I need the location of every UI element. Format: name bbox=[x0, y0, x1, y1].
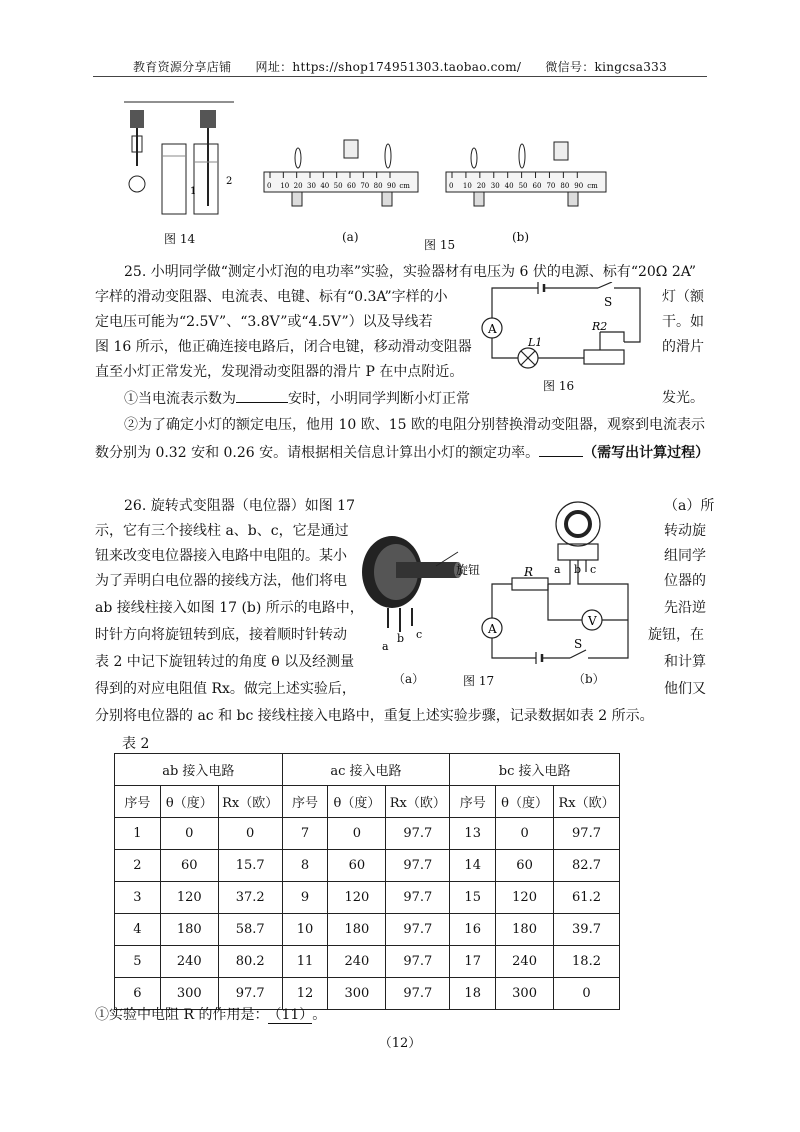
table-row bbox=[115, 818, 620, 850]
q26-line-5-right: 先沿逆 bbox=[664, 600, 706, 616]
table-cell: 97.7 bbox=[386, 978, 450, 1010]
table-cell: 97.7 bbox=[554, 818, 620, 850]
table-cell: 0 bbox=[218, 818, 282, 850]
table-cell: 97.7 bbox=[386, 882, 450, 914]
column-header: θ（度） bbox=[328, 786, 386, 818]
table-cell: 4 bbox=[115, 914, 161, 946]
bench-a-tick-label: 50 bbox=[333, 182, 343, 190]
table-cell: 97.7 bbox=[386, 946, 450, 978]
table-cell: 80.2 bbox=[218, 946, 282, 978]
bench-a-tick-label: 70 bbox=[360, 182, 370, 190]
q25-line-2-right: 灯（额 bbox=[662, 289, 704, 305]
q26-line-2: 示，它有三个接线柱 a、b、c，它是通过 bbox=[95, 523, 349, 539]
q26-line-3: 钮来改变电位器接入电路中电阻的。某小 bbox=[95, 548, 347, 564]
group-header: ac 接入电路 bbox=[282, 754, 450, 786]
q25-sub1-prefix: ①当电流表示数为 bbox=[124, 391, 236, 407]
q26-sub1 bbox=[95, 1005, 326, 1025]
fig17b-terminal-a: a bbox=[554, 563, 561, 576]
q26-line-2-right: 转动旋 bbox=[664, 523, 706, 539]
figure-15b-label: (b) bbox=[512, 230, 530, 244]
table-cell: 11 bbox=[282, 946, 328, 978]
figure-15a-optical-bench bbox=[262, 136, 422, 216]
table-cell: 39.7 bbox=[554, 914, 620, 946]
fig14-label-1: 1 bbox=[190, 186, 197, 197]
figure-15b-optical-bench bbox=[444, 136, 610, 216]
figure-14-illustration bbox=[118, 96, 238, 221]
table-cell: 82.7 bbox=[554, 850, 620, 882]
figure-17a-potentiometer bbox=[350, 522, 490, 662]
page-number: （12） bbox=[378, 1036, 422, 1051]
table-cell: 97.7 bbox=[386, 914, 450, 946]
q25-sub1-suffix: 安时，小明同学判断小灯正常 bbox=[288, 391, 470, 407]
table-cell: 15.7 bbox=[218, 850, 282, 882]
table-cell: 12 bbox=[282, 978, 328, 1010]
column-header: θ（度） bbox=[496, 786, 554, 818]
column-header: 序号 bbox=[282, 786, 328, 818]
fig17a-terminal-c: c bbox=[416, 628, 423, 641]
q26-line-6: 时针方向将旋钮转到底，接着顺时针转动 bbox=[95, 627, 347, 643]
bench-b-tick-label: 30 bbox=[490, 182, 500, 190]
data-table bbox=[114, 753, 620, 1010]
table-cell: 9 bbox=[282, 882, 328, 914]
bench-a-tick-label: 10 bbox=[280, 182, 290, 190]
bench-a-tick-label: 0 bbox=[267, 182, 272, 190]
table-cell: 180 bbox=[328, 914, 386, 946]
q25-answer-blank-2[interactable] bbox=[539, 442, 583, 457]
bench-b-tick-label: 40 bbox=[504, 182, 514, 190]
q26-line-4: 为了弄明白电位器的接线方法，他们将电 bbox=[95, 573, 347, 589]
q26-line-8-right: 他们又 bbox=[664, 681, 706, 697]
figure-15-caption: 图 15 bbox=[424, 238, 456, 252]
bench-a-tick-label: 40 bbox=[320, 182, 330, 190]
bench-b-tick-label: 60 bbox=[532, 182, 542, 190]
table-cell: 2 bbox=[115, 850, 161, 882]
q26-line-4-right: 位器的 bbox=[664, 573, 706, 589]
q25-line-2: 字样的滑动变阻器、电流表、电键、标有“0.3A”字样的小 bbox=[95, 289, 448, 305]
q26-line-8: 得到的对应电阻值 Rx。做完上述实验后， bbox=[95, 681, 356, 697]
table-cell: 240 bbox=[496, 946, 554, 978]
group-header: ab 接入电路 bbox=[115, 754, 283, 786]
shop-name: 教育资源分享店铺 bbox=[132, 60, 232, 74]
fig16-rheostat-label: R2 bbox=[592, 320, 608, 333]
q25-sub2-note: （需写出计算过程） bbox=[583, 445, 710, 461]
table-cell: 14 bbox=[450, 850, 496, 882]
fig16-ammeter-label: A bbox=[488, 322, 497, 336]
fig16-lamp-label: L1 bbox=[528, 336, 543, 349]
table-cell: 120 bbox=[328, 882, 386, 914]
table-title: 表 2 bbox=[122, 736, 150, 752]
bench-a-tick-label: 90 bbox=[387, 182, 396, 190]
table-cell: 17 bbox=[450, 946, 496, 978]
table-cell: 180 bbox=[160, 914, 218, 946]
table-cell: 97.7 bbox=[386, 850, 450, 882]
bench-a-tick-label: 60 bbox=[347, 182, 356, 190]
table-header-row bbox=[115, 786, 620, 818]
table-row bbox=[115, 882, 620, 914]
table-cell: 3 bbox=[115, 882, 161, 914]
table-cell: 97.7 bbox=[218, 978, 282, 1010]
fig17b-switch-label: S bbox=[574, 637, 583, 651]
q26-line-3-right: 组同学 bbox=[664, 548, 706, 564]
q26-line-6-right: 旋钮，在 bbox=[648, 627, 704, 643]
q25-sub1-right: 发光。 bbox=[662, 390, 704, 406]
fig17b-terminal-b: b bbox=[574, 563, 582, 576]
q25-line-4-right: 的滑片 bbox=[662, 339, 704, 355]
q25-sub2-text: 数分别为 0.32 安和 0.26 安。请根据相关信息计算出小灯的额定功率。 bbox=[95, 445, 540, 461]
table-cell: 16 bbox=[450, 914, 496, 946]
bench-b-unit-label: cm bbox=[587, 182, 598, 190]
table-cell: 15 bbox=[450, 882, 496, 914]
group-header: bc 接入电路 bbox=[450, 754, 620, 786]
table-cell: 180 bbox=[496, 914, 554, 946]
table-cell: 6 bbox=[115, 978, 161, 1010]
table-cell: 0 bbox=[554, 978, 620, 1010]
header-divider bbox=[93, 76, 707, 77]
bench-a-tick-label: 80 bbox=[373, 182, 383, 190]
q26-answer-blank[interactable]: （11） bbox=[268, 1007, 312, 1024]
table-cell: 240 bbox=[328, 946, 386, 978]
table-cell: 5 bbox=[115, 946, 161, 978]
bench-b-tick-label: 80 bbox=[560, 182, 570, 190]
table-cell: 7 bbox=[282, 818, 328, 850]
column-header: Rx（欧） bbox=[386, 786, 450, 818]
q26-sub1-text: ①实验中电阻 R 的作用是： bbox=[95, 1007, 269, 1023]
q25-answer-blank-1[interactable] bbox=[236, 388, 288, 403]
figure-17-caption: 图 17 bbox=[463, 674, 495, 688]
table-cell: 120 bbox=[496, 882, 554, 914]
fig17a-terminal-a: a bbox=[382, 640, 389, 653]
figure-15a-label: (a) bbox=[342, 230, 359, 244]
figure-16-circuit bbox=[480, 282, 652, 380]
wechat-id: 微信号：kingcsa333 bbox=[545, 60, 668, 74]
shop-url[interactable]: 网址：https://shop174951303.taobao.com/ bbox=[255, 60, 522, 74]
q25-sub2-line-1: ②为了确定小灯的额定电压，他用 10 欧、15 欧的电阻分别替换滑动变阻器，观察到电流表示 bbox=[124, 417, 705, 433]
bench-b-tick-label: 90 bbox=[574, 182, 584, 190]
figure-14-caption: 图 14 bbox=[164, 232, 196, 246]
column-header: Rx（欧） bbox=[218, 786, 282, 818]
bench-a-unit-label: cm bbox=[399, 182, 410, 190]
figure-17b-circuit bbox=[478, 494, 642, 666]
bench-b-tick-label: 0 bbox=[449, 182, 454, 190]
bench-a-tick-label: 30 bbox=[307, 182, 316, 190]
table-row bbox=[115, 946, 620, 978]
table-cell: 10 bbox=[282, 914, 328, 946]
figure-17a-label: （a） bbox=[393, 672, 425, 686]
table-cell: 61.2 bbox=[554, 882, 620, 914]
table-row bbox=[115, 850, 620, 882]
fig17b-voltmeter-label: V bbox=[588, 614, 597, 628]
q26-line-1-right: （a）所 bbox=[664, 498, 715, 514]
q25-line-3-right: 干。如 bbox=[662, 314, 704, 330]
q25-line-4: 图 16 所示，他正确连接电路后，闭合电键，移动滑动变阻器 bbox=[95, 339, 472, 355]
q26-sub1-end: 。 bbox=[312, 1007, 327, 1023]
fig17-knob-label: 旋钮 bbox=[456, 563, 481, 577]
table-cell: 120 bbox=[160, 882, 218, 914]
column-header: Rx（欧） bbox=[554, 786, 620, 818]
table-group-row bbox=[115, 754, 620, 786]
table-cell: 300 bbox=[160, 978, 218, 1010]
table-cell: 0 bbox=[160, 818, 218, 850]
bench-b-tick-label: 20 bbox=[476, 182, 486, 190]
fig17a-terminal-b: b bbox=[397, 632, 405, 645]
q26-line-5: ab 接线柱接入如图 17 (b) 所示的电路中， bbox=[95, 600, 364, 616]
q26-line-9: 分别将电位器的 ac 和 bc 接线柱接入电路中，重复上述实验步骤，记录数据如表 2 所示。 bbox=[95, 708, 654, 724]
bench-b-tick-label: 70 bbox=[546, 182, 556, 190]
table-cell: 8 bbox=[282, 850, 328, 882]
q25-sub2-line-2 bbox=[95, 442, 709, 463]
column-header: 序号 bbox=[115, 786, 161, 818]
fig17b-resistor-label: R bbox=[524, 565, 534, 579]
column-header: θ（度） bbox=[160, 786, 218, 818]
table-cell: 97.7 bbox=[386, 818, 450, 850]
q25-line-3: 定电压可能为“2.5V”、“3.8V”或“4.5V”）以及导线若 bbox=[95, 314, 433, 330]
table-cell: 1 bbox=[115, 818, 161, 850]
table-cell: 13 bbox=[450, 818, 496, 850]
table-cell: 18.2 bbox=[554, 946, 620, 978]
table-cell: 0 bbox=[328, 818, 386, 850]
table-cell: 37.2 bbox=[218, 882, 282, 914]
figure-16-caption: 图 16 bbox=[543, 379, 575, 393]
table-cell: 58.7 bbox=[218, 914, 282, 946]
q26-line-1: 26. 旋转式变阻器（电位器）如图 17 bbox=[124, 498, 355, 514]
table-cell: 18 bbox=[450, 978, 496, 1010]
q26-line-7: 表 2 中记下旋钮转过的角度 θ 以及经测量 bbox=[95, 654, 355, 670]
column-header: 序号 bbox=[450, 786, 496, 818]
q25-line-5: 直至小灯正常发光，发现滑动变阻器的滑片 P 在中点附近。 bbox=[95, 364, 464, 380]
q26-line-7-right: 和计算 bbox=[664, 654, 706, 670]
q25-line-1: 25. 小明同学做“测定小灯泡的电功率”实验，实验器材有电压为 6 伏的电源、标有“20Ω 2A” bbox=[124, 264, 696, 280]
bench-b-tick-label: 50 bbox=[518, 182, 528, 190]
page-header bbox=[0, 58, 800, 75]
fig17b-ammeter-label: A bbox=[488, 622, 497, 636]
table-row bbox=[115, 914, 620, 946]
table-cell: 60 bbox=[496, 850, 554, 882]
table-cell: 300 bbox=[328, 978, 386, 1010]
bench-a-tick-label: 20 bbox=[293, 182, 303, 190]
table-cell: 60 bbox=[328, 850, 386, 882]
q25-sub1 bbox=[124, 388, 470, 409]
table-cell: 240 bbox=[160, 946, 218, 978]
figure-17b-label: （b） bbox=[573, 672, 605, 686]
table-cell: 300 bbox=[496, 978, 554, 1010]
fig17b-terminal-c: c bbox=[590, 563, 597, 576]
fig14-label-2: 2 bbox=[226, 176, 233, 187]
bench-b-tick-label: 10 bbox=[462, 182, 472, 190]
table-cell: 60 bbox=[160, 850, 218, 882]
table-cell: 0 bbox=[496, 818, 554, 850]
fig16-switch-label: S bbox=[604, 295, 613, 309]
